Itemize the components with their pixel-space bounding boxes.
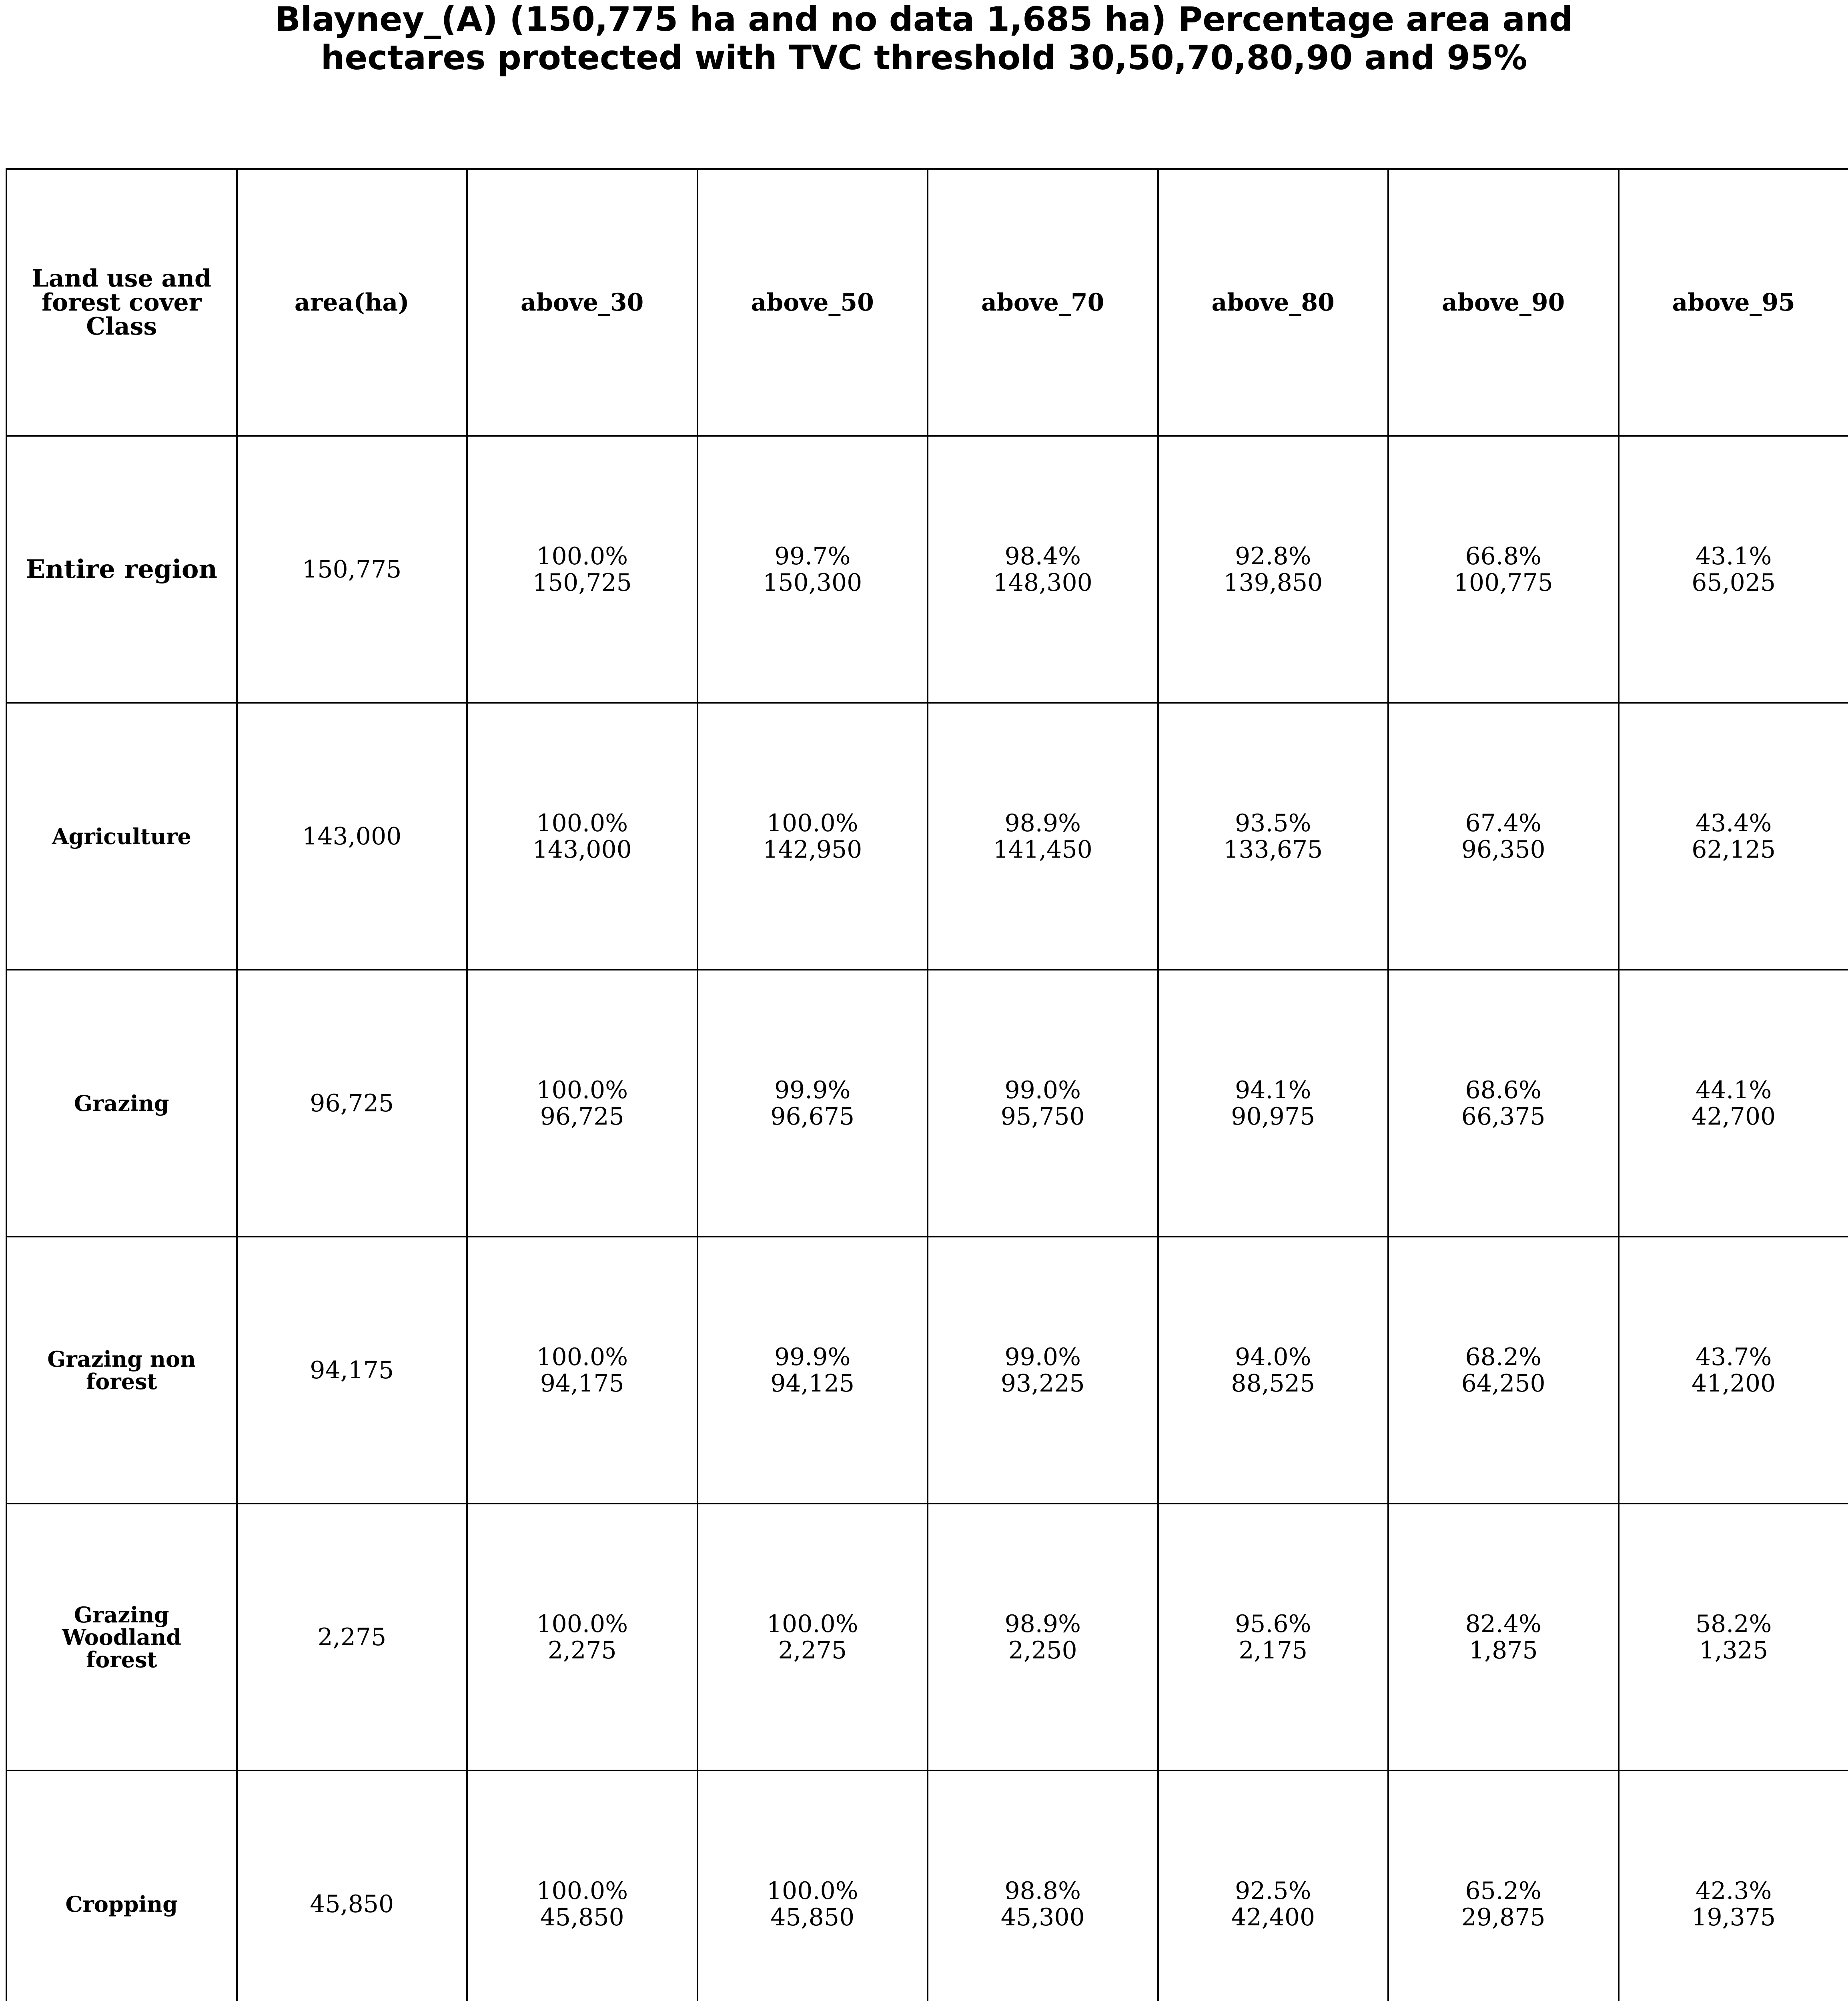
header-above-90: above_90 (1388, 169, 1619, 436)
header-class-line: Class (86, 312, 157, 341)
ha-value: 42,400 (1231, 1903, 1315, 1931)
page-title (0, 0, 1848, 77)
value-cell (1158, 703, 1389, 970)
ha-value: 150,725 (532, 568, 632, 597)
table-row (6, 1770, 1848, 2001)
pct-value: 66.8% (1465, 542, 1542, 570)
value-cell (698, 703, 928, 970)
class-line: Entire region (26, 554, 218, 584)
area-cell: 94,175 (237, 1237, 467, 1504)
value-cell (1388, 1770, 1619, 2001)
value-cell (1619, 1237, 1848, 1504)
value-cell (698, 1504, 928, 1770)
header-above-30: above_30 (467, 169, 698, 436)
class-cell (6, 970, 237, 1237)
pct-value: 68.6% (1465, 1076, 1542, 1104)
area-cell: 45,850 (237, 1770, 467, 2001)
value-cell (928, 1237, 1158, 1504)
ha-value: 42,700 (1692, 1102, 1776, 1131)
pct-value: 99.7% (774, 542, 851, 570)
pct-value: 98.9% (1004, 1610, 1081, 1638)
ha-value: 41,200 (1692, 1369, 1776, 1397)
header-class-line: Land use and (32, 264, 211, 293)
pct-value: 99.9% (774, 1076, 851, 1104)
class-line: Grazing (74, 1090, 169, 1116)
table-row (6, 436, 1848, 703)
pct-value: 100.0% (536, 542, 628, 570)
pct-value: 98.8% (1004, 1877, 1081, 1905)
ha-value: 96,675 (770, 1102, 855, 1131)
ha-value: 62,125 (1692, 835, 1776, 864)
pct-value: 100.0% (536, 1076, 628, 1104)
value-cell (1619, 1770, 1848, 2001)
class-line: forest (86, 1646, 157, 1672)
ha-value: 45,300 (1000, 1903, 1085, 1931)
value-cell (467, 436, 698, 703)
pct-value: 99.0% (1004, 1343, 1081, 1371)
ha-value: 45,850 (540, 1903, 624, 1931)
header-row (6, 169, 1848, 436)
header-class (6, 169, 237, 436)
ha-value: 2,250 (1008, 1636, 1077, 1664)
title-line-1: Blayney_(A) (150,775 ha and no data 1,685 ha) Percentage area and (275, 0, 1573, 39)
class-line: Cropping (65, 1891, 178, 1917)
header-above-70: above_70 (928, 169, 1158, 436)
area-cell: 2,275 (237, 1504, 467, 1770)
ha-value: 94,125 (770, 1369, 855, 1397)
pct-value: 100.0% (536, 809, 628, 837)
class-line: Grazing Woodland (62, 1602, 182, 1650)
pct-value: 95.6% (1235, 1610, 1311, 1638)
ha-value: 2,175 (1239, 1636, 1308, 1664)
table-row (6, 1237, 1848, 1504)
pct-value: 58.2% (1695, 1610, 1772, 1638)
class-cell (6, 1770, 237, 2001)
area-cell: 143,000 (237, 703, 467, 970)
ha-value: 96,725 (540, 1102, 624, 1131)
value-cell (467, 1504, 698, 1770)
pct-value: 99.0% (1004, 1076, 1081, 1104)
header-class-line: forest cover (42, 288, 202, 317)
value-cell (467, 703, 698, 970)
pct-value: 94.1% (1235, 1076, 1311, 1104)
ha-value: 88,525 (1231, 1369, 1315, 1397)
pct-value: 44.1% (1695, 1076, 1772, 1104)
class-cell (6, 1504, 237, 1770)
pct-value: 100.0% (536, 1610, 628, 1638)
table-row (6, 703, 1848, 970)
ha-value: 141,450 (993, 835, 1092, 864)
value-cell (467, 1770, 698, 2001)
pct-value: 93.5% (1235, 809, 1311, 837)
pct-value: 67.4% (1465, 809, 1542, 837)
area-cell: 96,725 (237, 970, 467, 1237)
ha-value: 1,325 (1699, 1636, 1768, 1664)
value-cell (928, 1504, 1158, 1770)
ha-value: 100,775 (1453, 568, 1553, 597)
value-cell (928, 1770, 1158, 2001)
value-cell (1388, 1237, 1619, 1504)
pct-value: 92.5% (1235, 1877, 1311, 1905)
area-cell: 150,775 (237, 436, 467, 703)
value-cell (698, 970, 928, 1237)
header-above-50: above_50 (698, 169, 928, 436)
pct-value: 98.9% (1004, 809, 1081, 837)
pct-value: 100.0% (766, 1610, 858, 1638)
pct-value: 68.2% (1465, 1343, 1542, 1371)
ha-value: 2,275 (547, 1636, 617, 1664)
ha-value: 143,000 (532, 835, 632, 864)
value-cell (1158, 970, 1389, 1237)
ha-value: 142,950 (763, 835, 862, 864)
ha-value: 133,675 (1223, 835, 1323, 864)
ha-value: 93,225 (1000, 1369, 1085, 1397)
pct-value: 100.0% (536, 1343, 628, 1371)
header-above-80: above_80 (1158, 169, 1389, 436)
class-line: forest (86, 1368, 157, 1394)
table-row (6, 970, 1848, 1237)
protection-table (6, 168, 1848, 2001)
pct-value: 65.2% (1465, 1877, 1542, 1905)
pct-value: 100.0% (536, 1877, 628, 1905)
value-cell (1619, 1504, 1848, 1770)
ha-value: 96,350 (1461, 835, 1545, 864)
table-row (6, 1504, 1848, 1770)
ha-value: 19,375 (1692, 1903, 1776, 1931)
value-cell (467, 970, 698, 1237)
header-area: area(ha) (237, 169, 467, 436)
value-cell (928, 436, 1158, 703)
class-line: Agriculture (52, 823, 191, 849)
ha-value: 94,175 (540, 1369, 624, 1397)
pct-value: 100.0% (766, 1877, 858, 1905)
ha-value: 2,275 (778, 1636, 847, 1664)
header-above-95: above_95 (1619, 169, 1848, 436)
value-cell (928, 703, 1158, 970)
ha-value: 150,300 (763, 568, 862, 597)
ha-value: 45,850 (770, 1903, 855, 1931)
title-line-2: hectares protected with TVC threshold 30,50,70,80,90 and 95% (321, 38, 1527, 77)
ha-value: 139,850 (1223, 568, 1323, 597)
pct-value: 43.7% (1695, 1343, 1772, 1371)
ha-value: 29,875 (1461, 1903, 1545, 1931)
value-cell (1388, 1504, 1619, 1770)
value-cell (698, 1770, 928, 2001)
pct-value: 100.0% (766, 809, 858, 837)
value-cell (1158, 1504, 1389, 1770)
ha-value: 90,975 (1231, 1102, 1315, 1131)
pct-value: 98.4% (1004, 542, 1081, 570)
value-cell (1158, 436, 1389, 703)
ha-value: 65,025 (1692, 568, 1776, 597)
ha-value: 66,375 (1461, 1102, 1545, 1131)
value-cell (928, 970, 1158, 1237)
value-cell (1619, 970, 1848, 1237)
pct-value: 43.1% (1695, 542, 1772, 570)
class-cell (6, 703, 237, 970)
class-cell (6, 436, 237, 703)
value-cell (1619, 436, 1848, 703)
pct-value: 99.9% (774, 1343, 851, 1371)
value-cell (1158, 1237, 1389, 1504)
value-cell (698, 436, 928, 703)
value-cell (1158, 1770, 1389, 2001)
pct-value: 82.4% (1465, 1610, 1542, 1638)
ha-value: 64,250 (1461, 1369, 1545, 1397)
pct-value: 94.0% (1235, 1343, 1311, 1371)
ha-value: 95,750 (1000, 1102, 1085, 1131)
class-line: Grazing non (47, 1346, 196, 1372)
pct-value: 92.8% (1235, 542, 1311, 570)
value-cell (1619, 703, 1848, 970)
value-cell (1388, 970, 1619, 1237)
value-cell (1388, 703, 1619, 970)
value-cell (698, 1237, 928, 1504)
ha-value: 1,875 (1469, 1636, 1538, 1664)
class-cell (6, 1237, 237, 1504)
ha-value: 148,300 (993, 568, 1092, 597)
pct-value: 43.4% (1695, 809, 1772, 837)
value-cell (467, 1237, 698, 1504)
pct-value: 42.3% (1695, 1877, 1772, 1905)
value-cell (1388, 436, 1619, 703)
